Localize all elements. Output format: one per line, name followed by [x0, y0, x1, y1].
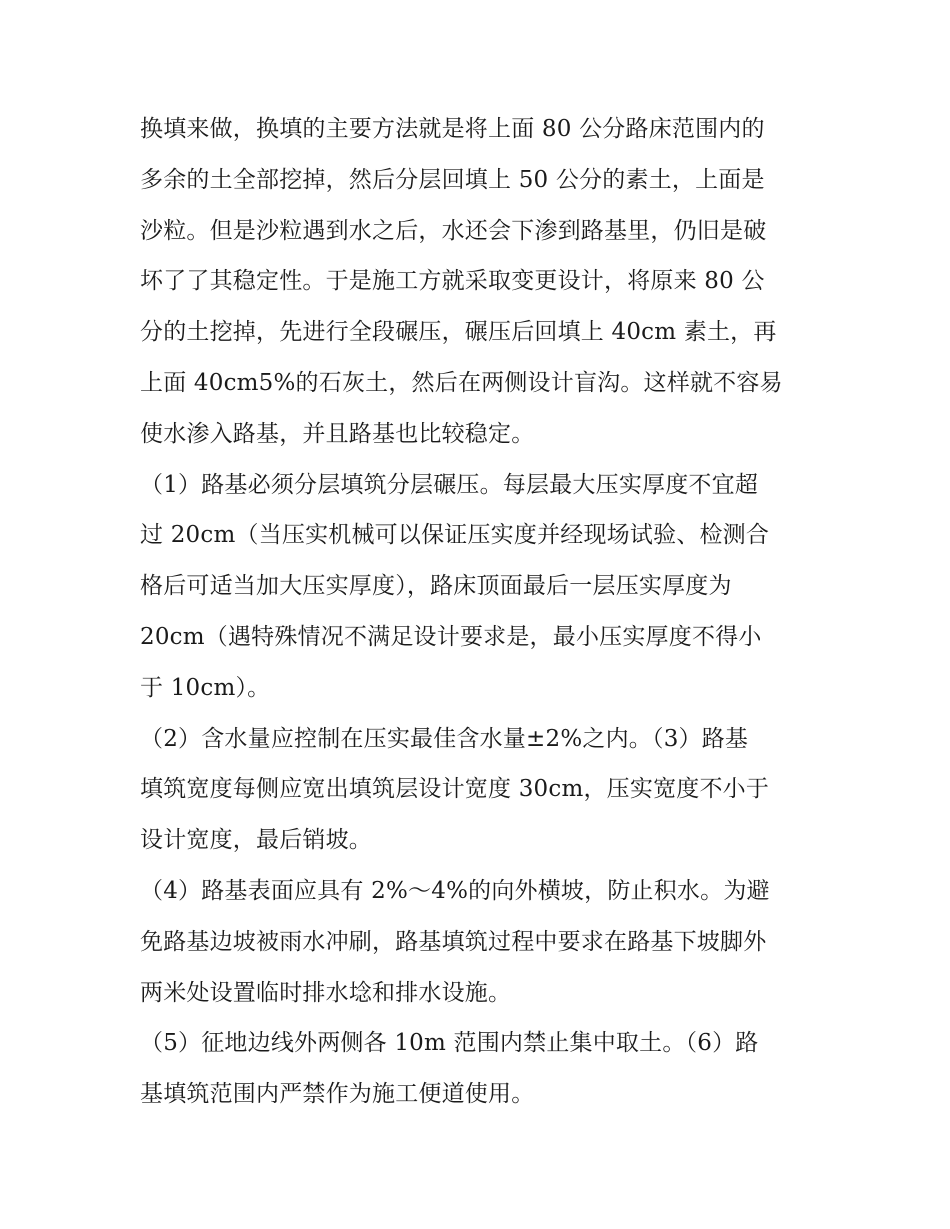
text-line: 多余的土全部挖掉，然后分层回填上 50 公分的素土，上面是	[140, 166, 765, 193]
item-1-line: （1）路基必须分层填筑分层碾压。每层最大压实厚度不宜超	[140, 471, 759, 498]
text-line: 分的土挖掉，先进行全段碾压，碾压后回填上 40cm 素土，再	[140, 319, 777, 346]
item-2-line: （2）含水量应控制在压实最佳含水量±2%之内。（3）路基	[140, 725, 749, 752]
text-line: 使水渗入路基，并且路基也比较稳定。	[140, 420, 535, 447]
text-line: 基填筑范围内严禁作为施工便道使用。	[140, 1081, 535, 1108]
text-line: 填筑宽度每侧应宽出填筑层设计宽度 30cm，压实宽度不小于	[140, 776, 770, 803]
text-line: 设计宽度，最后销坡。	[140, 827, 372, 854]
text-line: 两米处设置临时排水埝和排水设施。	[140, 979, 512, 1006]
text-line: 换填来做，换填的主要方法就是将上面 80 公分路床范围内的	[140, 116, 765, 142]
text-line: 坏了了其稳定性。于是施工方就采取变更设计，将原来 80 公	[140, 268, 765, 295]
item-4-line: （4）路基表面应具有 2%～4%的向外横坡，防止积水。为避	[140, 877, 770, 904]
text-line: 格后可适当加大压实厚度），路床顶面最后一层压实厚度为	[140, 573, 732, 600]
text-line: 20cm（遇特殊情况不满足设计要求是，最小压实厚度不得小	[140, 623, 762, 650]
text-line: 免路基边坡被雨水冲刷，路基填筑过程中要求在路基下坡脚外	[140, 928, 767, 955]
text-line: 沙粒。但是沙粒遇到水之后，水还会下渗到路基里，仍旧是破	[140, 217, 767, 244]
text-line: 上面 40cm5%的石灰土，然后在两侧设计盲沟。这样就不容易	[140, 369, 783, 396]
text-line: 于 10cm）。	[140, 674, 271, 701]
item-5-line: （5）征地边线外两侧各 10m 范围内禁止集中取土。（6）路	[140, 1030, 759, 1057]
text-line: 过 20cm（当压实机械可以保证压实度并经现场试验、检测合	[140, 522, 770, 549]
body-text	[140, 104, 820, 1120]
